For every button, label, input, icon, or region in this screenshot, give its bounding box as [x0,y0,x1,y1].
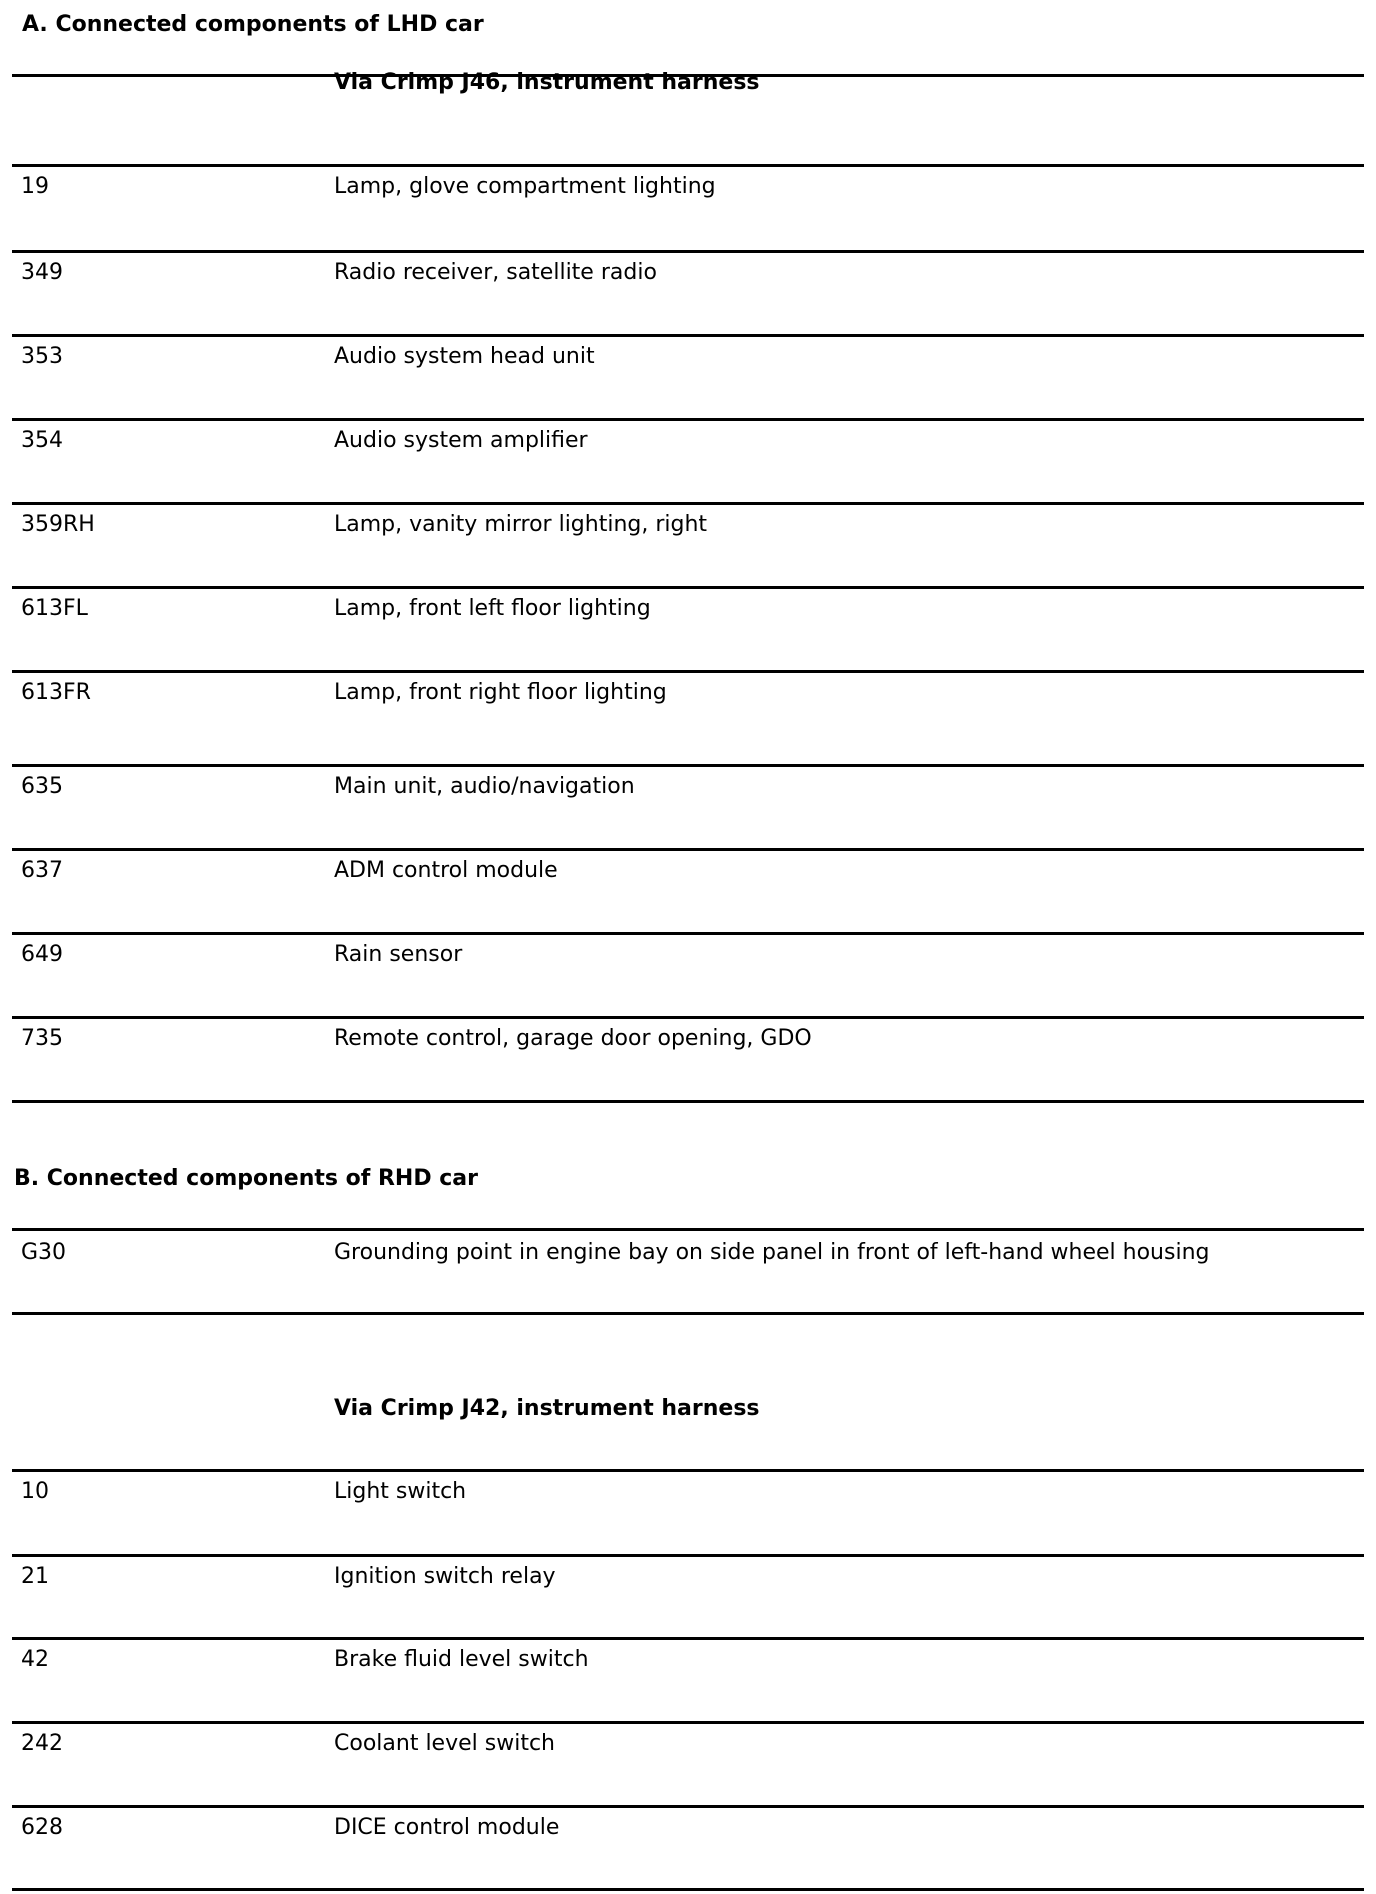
component-code: G30 [21,1240,67,1265]
component-description: Lamp, vanity mirror lighting, right [334,512,708,537]
group-header: Via Crimp J42, instrument harness [334,1396,760,1421]
table-rule [12,164,1364,167]
component-description: Remote control, garage door opening, GDO [334,1026,812,1051]
component-description: Brake fluid level switch [334,1647,589,1672]
table-rule [12,848,1364,851]
component-description: Lamp, front left floor lighting [334,596,651,621]
component-description: ADM control module [334,858,558,883]
component-code: 649 [21,942,63,967]
section-a-title: A. Connected components of LHD car [22,12,484,37]
component-description: Lamp, front right floor lighting [334,680,667,705]
table-rule [12,1805,1364,1808]
component-description: Light switch [334,1479,467,1504]
table-rule [12,418,1364,421]
component-code: 242 [21,1731,63,1756]
component-code: 10 [21,1479,49,1504]
table-rule [12,670,1364,673]
table-rule [12,1554,1364,1557]
component-description: Audio system head unit [334,344,595,369]
group-header: Via Crimp J46, instrument harness [334,70,760,95]
table-rule [12,502,1364,505]
component-description: Grounding point in engine bay on side panel in front of left-hand wheel housing [334,1240,1210,1265]
table-rule [12,764,1364,767]
component-code: 635 [21,774,63,799]
section-b-title: B. Connected components of RHD car [14,1166,478,1191]
component-code: 42 [21,1647,49,1672]
table-rule [12,1721,1364,1724]
table-rule [12,250,1364,253]
table-rule [12,1100,1364,1103]
component-description: Main unit, audio/navigation [334,774,635,799]
component-code: 349 [21,260,63,285]
component-code: 21 [21,1564,49,1589]
component-description: Ignition switch relay [334,1564,556,1589]
component-code: 19 [21,174,49,199]
table-rule [12,334,1364,337]
component-description: Audio system amplifier [334,428,588,453]
component-code: 735 [21,1026,63,1051]
component-code: 613FR [21,680,91,705]
table-rule [12,932,1364,935]
component-code: 628 [21,1815,63,1840]
component-code: 353 [21,344,63,369]
component-code: 637 [21,858,63,883]
component-description: Radio receiver, satellite radio [334,260,657,285]
table-rule [12,1016,1364,1019]
component-code: 359RH [21,512,95,537]
table-rule [12,586,1364,589]
table-rule [12,1312,1364,1315]
component-description: Lamp, glove compartment lighting [334,174,716,199]
table-rule [12,1469,1364,1472]
component-code: 354 [21,428,63,453]
table-rule [12,1637,1364,1640]
component-code: 613FL [21,596,88,621]
component-description: Rain sensor [334,942,463,967]
table-rule [12,1228,1364,1231]
table-rule [12,1888,1364,1891]
component-description: Coolant level switch [334,1731,555,1756]
component-description: DICE control module [334,1815,560,1840]
